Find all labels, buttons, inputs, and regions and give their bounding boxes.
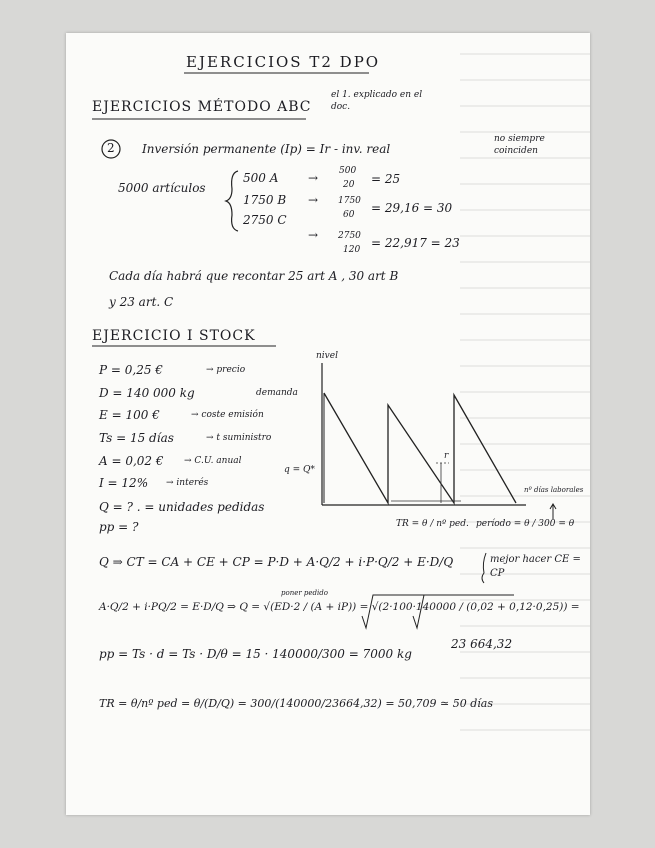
stock-var-expr: Q = ? . = unidades pedidas bbox=[99, 500, 265, 514]
stock-var-note: → t suministro bbox=[206, 433, 272, 443]
eq-q-note: mejor hacer CE = CP bbox=[490, 554, 581, 579]
eq-opt: A·Q/2 + i·PQ/2 = E·D/Q ⇒ Q = √(ED·2 / (A + iP)) = √(2·100·140000 / (0,02 + 0,12·0,25)) = bbox=[99, 601, 580, 613]
stock-var-note: → C.U. anual bbox=[184, 456, 242, 466]
stock-var-note: → coste emisión bbox=[191, 410, 264, 420]
graph-pedidos-label: nº días laborales bbox=[524, 486, 584, 494]
stock-var-expr: pp = ? bbox=[99, 520, 139, 534]
graph-tr-label: TR = θ / nº ped. bbox=[396, 519, 469, 529]
abc-formula-note: no siempre coinciden bbox=[494, 134, 545, 156]
graph-q-label: q = Q* bbox=[284, 465, 315, 475]
arrow-icon: → bbox=[308, 171, 319, 185]
notebook-page bbox=[66, 33, 590, 815]
eq-tr: TR = θ/nº ped = θ/(D/Q) = 300/(140000/23664,32) = 50,709 ≃ 50 días bbox=[99, 697, 494, 710]
q-result: 23 664,32 bbox=[451, 637, 513, 651]
abc-row-frac-den: 120 bbox=[343, 245, 361, 255]
abc-row-result: = 22,917 = 23 bbox=[371, 236, 460, 250]
graph-period-label: período = θ / 300 = θ bbox=[476, 519, 575, 529]
abc-item-number: 2 bbox=[107, 141, 115, 155]
abc-total-label: 5000 artículos bbox=[118, 181, 206, 195]
abc-conclusion-1: Cada día habrá que recontar 25 art A , 30 art B bbox=[109, 269, 399, 283]
abc-row-frac-den: 20 bbox=[343, 180, 355, 190]
graph-y-label: nivel bbox=[316, 351, 338, 361]
stock-var-note: demanda bbox=[256, 388, 298, 398]
stock-var-expr: D = 140 000 kg bbox=[99, 386, 195, 400]
page-title: EJERCICIOS T2 DPO bbox=[186, 53, 381, 71]
abc-row-qty: 2750 C bbox=[243, 213, 287, 227]
eq-opt-note: poner pedido bbox=[281, 589, 328, 597]
stock-var-expr: P = 0,25 € bbox=[99, 363, 163, 377]
eq-q: Q ⇒ CT = CA + CE + CP = P·D + A·Q/2 + i·P·Q/2 + E·D/Q bbox=[99, 555, 454, 569]
arrow-icon: → bbox=[308, 228, 319, 242]
stock-var-expr: A = 0,02 € bbox=[99, 454, 164, 468]
eq-pp: pp = Ts · d = Ts · D/θ = 15 · 140000/300 = 7000 kg bbox=[99, 647, 412, 661]
abc-formula: Inversión permanente (Ip) = Ir - inv. real bbox=[142, 142, 391, 156]
abc-row-frac-num: 2750 bbox=[338, 231, 361, 241]
abc-row-qty: 500 A bbox=[243, 171, 279, 185]
abc-side-note: el 1. explicado en el doc. bbox=[331, 90, 423, 112]
abc-row-result: = 25 bbox=[371, 172, 401, 186]
stock-var-expr: Ts = 15 días bbox=[99, 431, 174, 445]
abc-row-frac-num: 500 bbox=[339, 166, 357, 176]
stock-var-note: → interés bbox=[166, 478, 209, 488]
abc-row-qty: 1750 B bbox=[243, 193, 287, 207]
abc-row-result: = 29,16 = 30 bbox=[371, 201, 453, 215]
stock-heading: EJERCICIO I STOCK bbox=[92, 328, 256, 344]
stock-var-note: → precio bbox=[206, 365, 246, 375]
abc-heading: EJERCICIOS MÉTODO ABC bbox=[92, 99, 312, 115]
stock-var-expr: I = 12% bbox=[99, 476, 149, 490]
abc-conclusion-2: y 23 art. C bbox=[109, 295, 174, 309]
stock-var-expr: E = 100 € bbox=[99, 408, 160, 422]
abc-row-frac-den: 60 bbox=[343, 210, 355, 220]
graph-r-label: r bbox=[444, 451, 449, 461]
arrow-icon: → bbox=[308, 193, 319, 207]
abc-row-frac-num: 1750 bbox=[338, 196, 361, 206]
